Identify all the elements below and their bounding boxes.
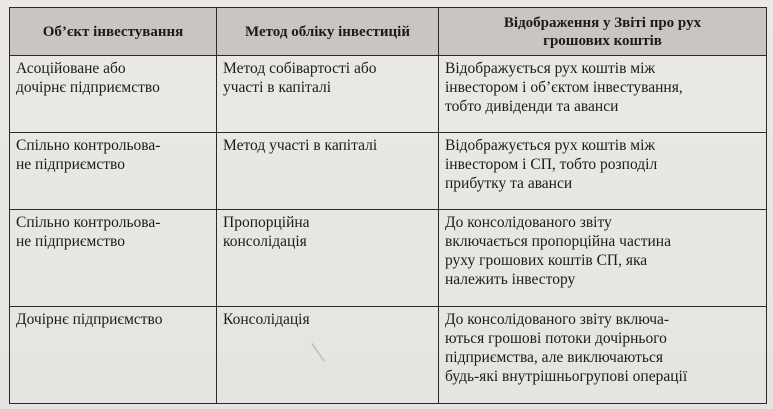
cell-investment-object: Спільно контрольова- не підприємство [10, 133, 217, 210]
cell-cash-flow-reporting: До консолідованого звіту включається пропорційна частина руху грошових коштів СП, яка належить інвестору [439, 210, 767, 307]
cell-accounting-method: Пропорційна консолідація [217, 210, 439, 307]
cell-investment-object: Асоційоване або дочірнє підприємство [10, 56, 217, 133]
cell-investment-object: Спільно контрольова- не підприємство [10, 210, 217, 307]
cell-cash-flow-reporting: Відображується рух коштів між інвестором і СП, тобто розподіл прибутку та аванси [439, 133, 767, 210]
table-row [10, 56, 767, 133]
table-row [10, 307, 767, 404]
table-row [10, 210, 767, 307]
header-accounting-method: Метод обліку інвестицій [217, 8, 439, 56]
header-investment-object: Об’єкт інвестування [10, 8, 217, 56]
table-header-row [10, 8, 767, 56]
cell-cash-flow-reporting: До консолідованого звіту включа- ються грошові потоки дочірнього підприємства, але виключаються будь-які внутрішньогрупові операції [439, 307, 767, 404]
cell-investment-object: Дочірнє підприємство [10, 307, 217, 404]
table-row [10, 133, 767, 210]
cell-accounting-method: Консолідація [217, 307, 439, 404]
header-cash-flow-reporting: Відображення у Звіті про рух грошових коштів [439, 8, 767, 56]
cell-cash-flow-reporting: Відображується рух коштів між інвестором і об’єктом інвестування, тобто дивіденди та аванси [439, 56, 767, 133]
cell-accounting-method: Метод участі в капіталі [217, 133, 439, 210]
cell-accounting-method: Метод собівартості або участі в капіталі [217, 56, 439, 133]
investment-accounting-table [9, 7, 767, 404]
